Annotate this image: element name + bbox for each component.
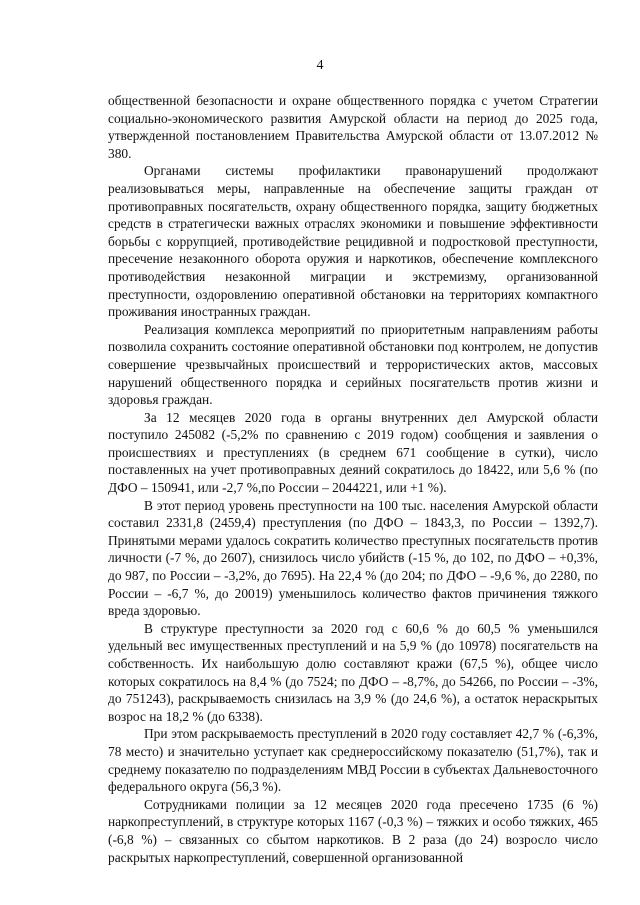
paragraph-continuation: общественной безопасности и охране общественного порядка с учетом Стратегии социально-экономического развития Амурской области на период до 2025 года, утвержденной постановлением Правительства Амурской области от 13.07.2012 № 380. xyxy=(108,93,598,161)
paragraph-reports-received: За 12 месяцев 2020 года в органы внутренних дел Амурской области поступило 245082 (-5,2% по сравнению с 2019 годом) сообщения и заявления о происшествиях и преступлениях (в среднем 671 сообщение в сутки), число поставленных на учет противоправных деяний сократилось до 18422, или 5,6 % (по ДФО – 150941, или -2,7 %,по России – 2044221, или +1 %). xyxy=(108,409,598,496)
page-number: 4 xyxy=(316,58,324,73)
paragraph-prevention-measures: Органами системы профилактики правонарушений продолжают реализовываться меры, направленные на обеспечение защиты граждан от противоправных посягательств, охрану общественного порядка, защиту бюджетных средств в стратегически важных отраслях экономики и повышение эффективности борьбы с коррупцией, противодействие рецидивной и подростковой преступности, пресечение незаконного оборота оружия и наркотиков, обеспечение комплексного противодействия незаконной миграции и экстремизму, организованной преступности, оздоровлению оперативной обстановки на территориях компактного проживания иностранных граждан. xyxy=(108,163,598,320)
paragraph-drug-crimes: Сотрудниками полиции за 12 месяцев 2020 года пресечено 1735 (6 %) наркопреступлений, в структуре которых 1167 (-0,3 %) – тяжких и особо тяжких, 465 (-6,8 %) – связанных со сбытом наркотиков. В 2 раза (до 24) возросло число раскрытых наркопреступлений, совершенной организованной xyxy=(108,796,598,865)
paragraph-clearance-rate: При этом раскрываемость преступлений в 2020 году составляет 42,7 % (-6,3%, 78 место) и значительно уступает как среднероссийскому показателю (51,7%), так и среднему показателю по подразделениям МВД России в субъектах Дальневосточного федерального округа (56,3 %). xyxy=(108,726,598,795)
paragraph-operational-situation: Реализация комплекса мероприятий по приоритетным направлениям работы позволила сохранить состояние оперативной обстановки под контролем, не допустив совершение чрезвычайных происшествий и террористических актов, массовых нарушений общественного порядка и серийных посягательств против жизни и здоровья граждан. xyxy=(108,321,598,408)
paragraph-property-crimes: В структуре преступности за 2020 год с 60,6 % до 60,5 % уменьшился удельный вес имущественных преступлений и на 5,9 % (до 10978) посягательств на собственность. Их наибольшую долю составляют кражи (67,5 %), общее число которых сократилось на 8,4 % (до 7524; по ДФО – -8,7%, до 54266, по России – -3%, до 751243), раскрываемость снизилась на 3,9 % (до 24,6 %), а остаток нераскрытых возрос на 18,2 % (до 6338). xyxy=(108,620,598,724)
document-body xyxy=(108,92,598,866)
paragraph-crime-rate: В этот период уровень преступности на 100 тыс. населения Амурской области составил 2331,8 (2459,4) преступления (по ДФО – 1843,3, по России – 1392,7). Принятыми мерами удалось сократить количество преступных посягательств против личности (-7 %, до 2607), снизилось число убийств (-15 %, до 102, по ДФО – +0,3%, до 987, по России – -3,2%, до 7695). На 22,4 % (до 204; по ДФО – -9,6 %, до 2280, по России – -6,7 %, до 20019) уменьшилось количество фактов причинения тяжкого вреда здоровью. xyxy=(108,497,598,619)
